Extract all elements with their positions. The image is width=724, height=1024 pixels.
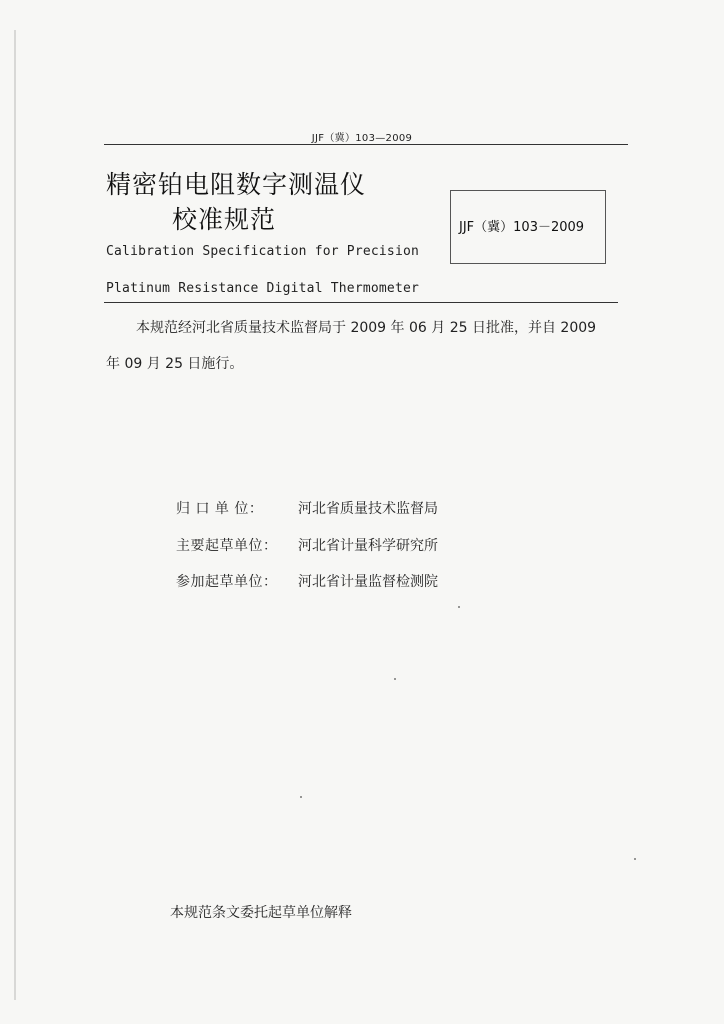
document-title-line-1: 精密铂电阻数字测温仪	[106, 170, 367, 199]
unit-row-main-drafter	[176, 535, 438, 555]
standard-code-box	[450, 190, 606, 264]
document-title-line-2: 校准规范	[172, 205, 277, 234]
unit-label: 参加起草单位：	[176, 574, 278, 590]
unit-label: 主要起草单位：	[176, 538, 278, 554]
unit-row-responsible	[176, 498, 438, 518]
unit-label: 归 口 单 位：	[176, 501, 264, 517]
english-title-line-2: Platinum Resistance Digital Thermometer	[106, 281, 420, 296]
unit-row-participating-drafter	[176, 571, 438, 591]
approval-statement-line-2: 年 09 月 25 日施行。	[106, 356, 244, 372]
header-rule	[104, 144, 628, 145]
title-rule	[104, 302, 618, 303]
english-title-line-1: Calibration Specification for Precision	[106, 244, 420, 259]
scan-speck	[458, 606, 460, 608]
scan-speck	[394, 678, 396, 680]
unit-value: 河北省计量科学研究所	[298, 538, 438, 554]
unit-value: 河北省质量技术监督局	[298, 501, 438, 517]
approval-statement-line-1: 本规范经河北省质量技术监督局于 2009 年 06 月 25 日批准，并自 2009	[136, 320, 597, 336]
interpretation-note: 本规范条文委托起草单位解释	[170, 905, 352, 921]
scan-speck	[300, 796, 302, 798]
running-header-code: JJF（冀）103—2009	[311, 133, 413, 144]
scan-page-edge	[14, 30, 16, 1000]
standard-code-box-text: JJF（冀）103－2009	[459, 220, 585, 235]
scan-speck	[634, 858, 636, 860]
unit-value: 河北省计量监督检测院	[298, 574, 438, 590]
